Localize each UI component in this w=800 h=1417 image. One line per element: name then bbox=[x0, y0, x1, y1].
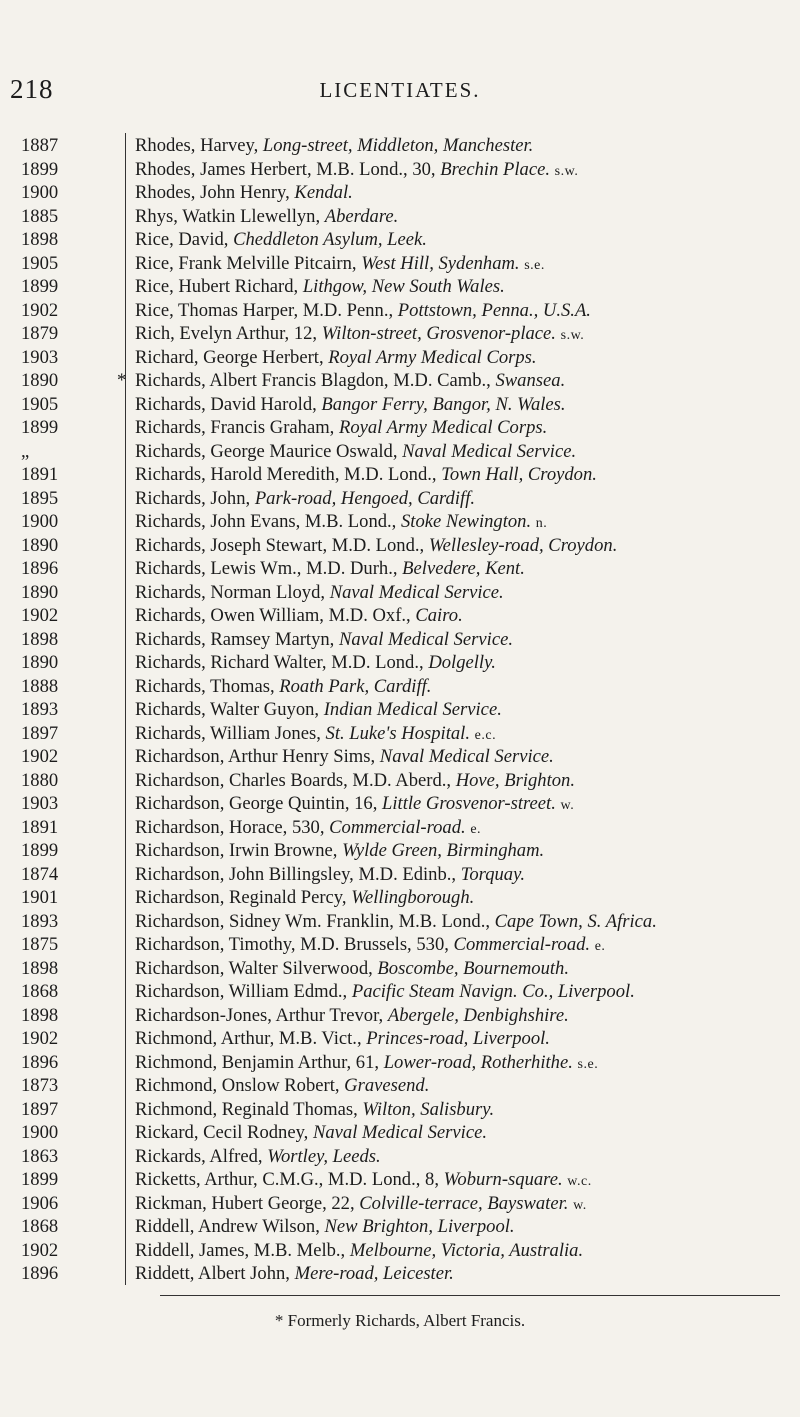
entry-name: Richardson, Charles Boards, M.D. Aberd., bbox=[135, 769, 456, 791]
entry-year: 1875 bbox=[21, 934, 59, 955]
entry-district: w. bbox=[560, 798, 575, 813]
entry-address: Commercial-road. bbox=[329, 816, 466, 838]
entry-address: Royal Army Medical Corps. bbox=[338, 417, 548, 438]
entry-address: Naval Medical Service. bbox=[329, 581, 504, 603]
list-item bbox=[0, 580, 800, 606]
entry-year: „ bbox=[21, 440, 30, 462]
entry-address: Lithgow, New South Wales. bbox=[302, 276, 505, 297]
entry-name: Richards, Harold Meredith, M.D. Lond., bbox=[135, 464, 442, 485]
entry-text bbox=[135, 345, 795, 371]
entry-year: 1900 bbox=[21, 182, 59, 203]
list-item bbox=[0, 650, 800, 676]
entry-year: 1890 bbox=[21, 581, 59, 603]
page-number: 218 bbox=[10, 74, 54, 104]
entry-name: Richardson, Walter Silverwood, bbox=[135, 957, 378, 979]
entry-address: Colville-terrace, Bayswater. bbox=[359, 1192, 569, 1214]
entry-address: Town Hall, Croydon. bbox=[441, 464, 597, 485]
list-item bbox=[0, 439, 800, 465]
entry-name: Rice, Frank Melville Pitcairn, bbox=[135, 252, 362, 274]
entry-text bbox=[135, 462, 795, 488]
entry-text bbox=[135, 180, 795, 206]
entry-address: Woburn-square. bbox=[443, 1169, 563, 1190]
entry-address: Kendal. bbox=[294, 182, 353, 203]
entry-year: 1896 bbox=[21, 1051, 59, 1073]
entry-year: 1897 bbox=[21, 722, 59, 744]
entry-address: Wylde Green, Birmingham. bbox=[342, 840, 545, 861]
entry-address: Aberdare. bbox=[324, 205, 399, 227]
entry-name: Richards, Owen William, M.D. Oxf., bbox=[135, 605, 416, 626]
entry-year: 1895 bbox=[21, 487, 59, 509]
list-item bbox=[0, 486, 800, 512]
entry-address: Wellingborough. bbox=[351, 887, 475, 908]
entry-district: s.w. bbox=[554, 163, 579, 179]
list-item bbox=[0, 1120, 800, 1146]
entry-name: Riddell, James, M.B. Melb., bbox=[135, 1239, 350, 1261]
entry-name: Richardson, Sidney Wm. Franklin, M.B. Lond., bbox=[135, 910, 495, 932]
list-item bbox=[0, 1073, 800, 1099]
list-item bbox=[0, 932, 800, 958]
entry-address: Hove, Brighton. bbox=[455, 769, 575, 791]
entry-year: 1905 bbox=[21, 252, 59, 274]
entry-name: Richards, Joseph Stewart, M.D. Lond., bbox=[135, 534, 429, 556]
entry-address: Wellesley-road, Croydon. bbox=[428, 534, 618, 556]
list-item bbox=[0, 274, 800, 300]
list-item bbox=[0, 1144, 800, 1170]
entry-address: Pacific Steam Navign. Co., Liverpool. bbox=[351, 981, 635, 1002]
entry-address: Boscombe, Bournemouth. bbox=[377, 957, 570, 979]
entry-address: Abergele, Denbighshire. bbox=[387, 1004, 569, 1026]
list-item bbox=[0, 862, 800, 888]
entry-text bbox=[135, 674, 795, 700]
entry-year: 1901 bbox=[21, 887, 59, 908]
list-item bbox=[0, 1238, 800, 1264]
entry-text bbox=[135, 979, 795, 1005]
entry-address: New Brighton, Liverpool. bbox=[324, 1216, 515, 1237]
entry-name: Richards, Lewis Wm., M.D. Durh., bbox=[135, 558, 403, 579]
entry-district: w. bbox=[573, 1197, 587, 1213]
entry-name: Richardson, Irwin Browne, bbox=[135, 840, 343, 861]
entry-address: Lower-road, Rotherhithe. bbox=[383, 1051, 573, 1073]
entry-name: Richardson, Horace, 530, bbox=[135, 816, 330, 838]
entry-year: 1905 bbox=[21, 393, 59, 415]
entry-district: n. bbox=[535, 516, 548, 531]
entry-year: 1890 bbox=[21, 652, 59, 673]
entry-year: 1879 bbox=[21, 323, 59, 344]
entry-year: 1891 bbox=[21, 816, 59, 838]
list-item bbox=[0, 251, 800, 277]
entry-name: Rickman, Hubert George, 22, bbox=[135, 1192, 360, 1214]
list-item bbox=[0, 180, 800, 206]
list-item bbox=[0, 744, 800, 770]
entry-text bbox=[135, 392, 795, 418]
entry-district: w.c. bbox=[567, 1174, 592, 1189]
entry-name: Rice, Hubert Richard, bbox=[135, 276, 303, 297]
entry-address: Wilton-street, Grosvenor-place. bbox=[321, 323, 556, 344]
entry-name: Richmond, Reginald Thomas, bbox=[135, 1098, 363, 1120]
entry-name: Richardson, Timothy, M.D. Brussels, 530, bbox=[135, 934, 454, 955]
entry-district: e.c. bbox=[474, 727, 497, 743]
entry-text bbox=[135, 627, 795, 653]
entry-address: Roath Park, Cardiff. bbox=[279, 675, 432, 697]
entry-year: 1898 bbox=[21, 628, 59, 650]
entry-name: Riddell, Andrew Wilson, bbox=[135, 1216, 325, 1237]
entry-text bbox=[135, 274, 795, 300]
entry-name: Richards, John Evans, M.B. Lond., bbox=[135, 511, 401, 532]
entry-name: Richardson, William Edmd., bbox=[135, 981, 352, 1002]
list-item bbox=[0, 1003, 800, 1029]
entry-address: Long-street, Middleton, Manchester. bbox=[262, 135, 534, 156]
entry-year: 1887 bbox=[21, 135, 59, 156]
entry-year: 1893 bbox=[21, 910, 59, 932]
entry-text bbox=[135, 1144, 795, 1170]
entry-address: Naval Medical Service. bbox=[379, 746, 554, 767]
list-item bbox=[0, 768, 800, 794]
entry-name: Riddett, Albert John, bbox=[135, 1263, 295, 1284]
entry-address: Belvedere, Kent. bbox=[402, 558, 525, 579]
list-item bbox=[0, 204, 800, 230]
entry-text bbox=[135, 838, 795, 864]
entry-text bbox=[135, 697, 795, 723]
entry-text bbox=[135, 1261, 795, 1287]
entry-address: Mere-road, Leicester. bbox=[294, 1263, 454, 1284]
entry-address: Wortley, Leeds. bbox=[267, 1145, 381, 1167]
list-item bbox=[0, 368, 800, 394]
entry-address: Dolgelly. bbox=[428, 652, 496, 673]
entry-year: 1902 bbox=[21, 605, 59, 626]
entry-text bbox=[135, 744, 795, 770]
entry-text bbox=[135, 603, 795, 629]
entry-name: Richmond, Benjamin Arthur, 61, bbox=[135, 1051, 384, 1073]
entry-name: Richardson, Reginald Percy, bbox=[135, 887, 352, 908]
entry-text bbox=[135, 768, 795, 794]
entry-name: Rice, David, bbox=[135, 229, 234, 250]
list-item bbox=[0, 838, 800, 864]
list-item bbox=[0, 791, 800, 817]
entry-year: 1899 bbox=[21, 1169, 59, 1190]
entry-address: Naval Medical Service. bbox=[312, 1122, 487, 1143]
licentiates-list bbox=[0, 133, 800, 1285]
entry-address: Swansea. bbox=[495, 370, 566, 391]
entry-text bbox=[135, 556, 795, 582]
list-item bbox=[0, 697, 800, 723]
entry-year: 1885 bbox=[21, 205, 59, 227]
entry-text bbox=[135, 956, 795, 982]
list-item bbox=[0, 956, 800, 982]
entry-name: Richmond, Onslow Robert, bbox=[135, 1075, 345, 1096]
list-item bbox=[0, 509, 800, 535]
entry-address: Brechin Place. bbox=[440, 158, 551, 180]
list-item bbox=[0, 1097, 800, 1123]
list-item bbox=[0, 321, 800, 347]
list-item bbox=[0, 1167, 800, 1193]
list-item bbox=[0, 1050, 800, 1076]
entry-text bbox=[135, 909, 795, 935]
list-item bbox=[0, 885, 800, 911]
entry-name: Rich, Evelyn Arthur, 12, bbox=[135, 323, 322, 344]
entry-address: Naval Medical Service. bbox=[338, 628, 513, 650]
entry-year: 1899 bbox=[21, 158, 59, 180]
list-item bbox=[0, 1261, 800, 1287]
entry-name: Richards, George Maurice Oswald, bbox=[135, 440, 403, 462]
list-item bbox=[0, 157, 800, 183]
entry-name: Rhodes, John Henry, bbox=[135, 182, 295, 203]
entry-text bbox=[135, 1214, 795, 1240]
entry-name: Richards, Ramsey Martyn, bbox=[135, 628, 339, 650]
entry-address: Naval Medical Service. bbox=[402, 440, 577, 462]
list-item bbox=[0, 1191, 800, 1217]
entry-address: Pottstown, Penna., U.S.A. bbox=[397, 299, 591, 321]
entry-address: St. Luke's Hospital. bbox=[325, 722, 470, 744]
entry-text bbox=[135, 1097, 795, 1123]
running-title: LICENTIATES. bbox=[319, 78, 481, 102]
entry-year: 1863 bbox=[21, 1145, 59, 1167]
entry-year: 1902 bbox=[21, 299, 59, 321]
entry-year: 1902 bbox=[21, 1028, 59, 1049]
entry-district: e. bbox=[470, 821, 482, 837]
entry-address: Park-road, Hengoed, Cardiff. bbox=[254, 487, 476, 509]
entry-name: Richards, William Jones, bbox=[135, 722, 326, 744]
list-item bbox=[0, 533, 800, 559]
entry-name: Richards, Richard Walter, M.D. Lond., bbox=[135, 652, 429, 673]
entry-year: 1906 bbox=[21, 1192, 59, 1214]
list-item bbox=[0, 979, 800, 1005]
list-item bbox=[0, 815, 800, 841]
entry-district: s.w. bbox=[560, 328, 585, 343]
entry-address: Little Grosvenor-street. bbox=[382, 793, 556, 814]
entry-text bbox=[135, 1003, 795, 1029]
entry-name: Rhodes, James Herbert, M.B. Lond., 30, bbox=[135, 158, 441, 180]
list-item bbox=[0, 415, 800, 441]
entry-name: Rhys, Watkin Llewellyn, bbox=[135, 205, 325, 227]
entry-year: 1903 bbox=[21, 346, 59, 368]
entry-address: Cape Town, S. Africa. bbox=[494, 910, 657, 932]
list-item bbox=[0, 1026, 800, 1052]
entry-year: 1897 bbox=[21, 1098, 59, 1120]
entry-address: Stoke Newington. bbox=[400, 511, 532, 532]
entry-address: Cheddleton Asylum, Leek. bbox=[233, 229, 427, 250]
entry-year: 1868 bbox=[21, 1216, 59, 1237]
list-item bbox=[0, 462, 800, 488]
entry-address: Melbourne, Victoria, Australia. bbox=[349, 1239, 584, 1261]
entry-text bbox=[135, 1073, 795, 1099]
entry-name: Richardson, George Quintin, 16, bbox=[135, 793, 383, 814]
entry-name: Rhodes, Harvey, bbox=[135, 135, 263, 156]
list-item bbox=[0, 909, 800, 935]
entry-name: Richards, Albert Francis Blagdon, M.D. Camb., bbox=[135, 370, 496, 391]
entry-name: Richard, George Herbert, bbox=[135, 346, 329, 368]
list-item bbox=[0, 227, 800, 253]
entry-name: Richardson, Arthur Henry Sims, bbox=[135, 746, 380, 767]
entry-year: 1868 bbox=[21, 981, 59, 1002]
list-item bbox=[0, 674, 800, 700]
entry-year: 1896 bbox=[21, 558, 59, 579]
list-item bbox=[0, 392, 800, 418]
entry-year: 1899 bbox=[21, 840, 59, 861]
entry-year: 1873 bbox=[21, 1075, 59, 1096]
entry-name: Richards, Francis Graham, bbox=[135, 417, 339, 438]
entry-year: 1900 bbox=[21, 511, 59, 532]
entry-name: Richards, Thomas, bbox=[135, 675, 280, 697]
entry-text bbox=[135, 862, 795, 888]
entry-district: e. bbox=[594, 939, 606, 954]
entry-name: Rickards, Alfred, bbox=[135, 1145, 268, 1167]
entry-year: 1893 bbox=[21, 699, 59, 720]
list-item bbox=[0, 627, 800, 653]
entry-text bbox=[135, 533, 795, 559]
entry-year: 1902 bbox=[21, 746, 59, 767]
entry-text bbox=[135, 368, 795, 394]
entry-text bbox=[135, 439, 795, 465]
entry-name: Rice, Thomas Harper, M.D. Penn., bbox=[135, 299, 398, 321]
entry-year: 1898 bbox=[21, 957, 59, 979]
entry-text bbox=[135, 415, 795, 441]
entry-address: Indian Medical Service. bbox=[323, 699, 502, 720]
entry-text bbox=[135, 298, 795, 324]
page-header bbox=[0, 74, 800, 108]
entry-text bbox=[135, 1238, 795, 1264]
entry-text bbox=[135, 1120, 795, 1146]
entry-year: 1880 bbox=[21, 769, 59, 791]
entry-text bbox=[135, 580, 795, 606]
entry-text bbox=[135, 650, 795, 676]
entry-year: 1903 bbox=[21, 793, 59, 814]
list-item bbox=[0, 603, 800, 629]
entry-text bbox=[135, 486, 795, 512]
entry-address: Wilton, Salisbury. bbox=[362, 1098, 495, 1120]
entry-name: Richards, Norman Lloyd, bbox=[135, 581, 330, 603]
entry-name: Richards, Walter Guyon, bbox=[135, 699, 324, 720]
entry-district: s.e. bbox=[524, 257, 545, 273]
entry-district: s.e. bbox=[577, 1056, 599, 1072]
entry-year: 1899 bbox=[21, 417, 59, 438]
list-item bbox=[0, 133, 800, 159]
entry-text bbox=[135, 1026, 795, 1052]
entry-address: Cairo. bbox=[415, 605, 463, 626]
entry-year: 1896 bbox=[21, 1263, 59, 1284]
entry-name: Richardson, John Billingsley, M.D. Edinb., bbox=[135, 863, 461, 885]
footnote-divider bbox=[160, 1295, 780, 1296]
entry-year: 1900 bbox=[21, 1122, 59, 1143]
footnote: * Formerly Richards, Albert Francis. bbox=[274, 1311, 526, 1330]
entry-name: Richmond, Arthur, M.B. Vict., bbox=[135, 1028, 367, 1049]
entry-address: Bangor Ferry, Bangor, N. Wales. bbox=[321, 393, 566, 415]
entry-year: 1898 bbox=[21, 229, 59, 250]
entry-address: Princes-road, Liverpool. bbox=[366, 1028, 550, 1049]
entry-name: Ricketts, Arthur, C.M.G., M.D. Lond., 8, bbox=[135, 1169, 444, 1190]
entry-name: Rickard, Cecil Rodney, bbox=[135, 1122, 313, 1143]
entry-year: 1898 bbox=[21, 1004, 59, 1026]
entry-year: 1891 bbox=[21, 464, 59, 485]
entry-text bbox=[135, 227, 795, 253]
entry-year: 1890 bbox=[21, 534, 59, 556]
entry-address: Commercial-road. bbox=[453, 934, 591, 955]
footnote-marker: * bbox=[117, 370, 127, 391]
entry-year: 1890 bbox=[21, 370, 59, 391]
list-item bbox=[0, 721, 800, 747]
entry-year: 1899 bbox=[21, 276, 59, 297]
entry-text bbox=[135, 133, 795, 159]
entry-address: West Hill, Sydenham. bbox=[361, 252, 520, 274]
list-item bbox=[0, 298, 800, 324]
entry-name: Richards, John, bbox=[135, 487, 255, 509]
entry-year: 1874 bbox=[21, 863, 59, 885]
entry-name: Richards, David Harold, bbox=[135, 393, 322, 415]
entry-year: 1902 bbox=[21, 1239, 59, 1261]
entry-address: Torquay. bbox=[460, 863, 525, 885]
entry-year: 1888 bbox=[21, 675, 59, 697]
list-item bbox=[0, 556, 800, 582]
entry-address: Gravesend. bbox=[344, 1075, 430, 1096]
entry-text bbox=[135, 885, 795, 911]
entry-text bbox=[135, 204, 795, 230]
entry-address: Royal Army Medical Corps. bbox=[328, 346, 537, 368]
list-item bbox=[0, 1214, 800, 1240]
entry-name: Richardson-Jones, Arthur Trevor, bbox=[135, 1004, 388, 1026]
list-item bbox=[0, 345, 800, 371]
